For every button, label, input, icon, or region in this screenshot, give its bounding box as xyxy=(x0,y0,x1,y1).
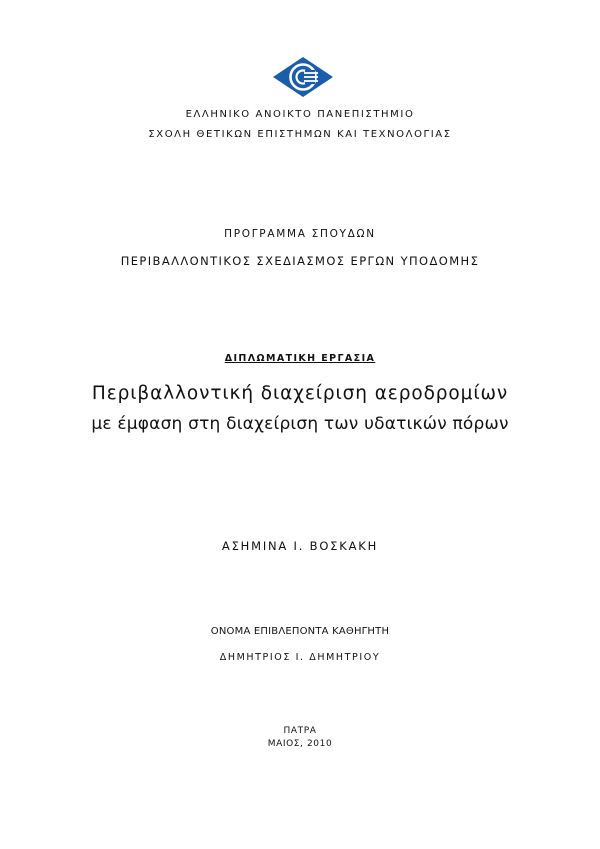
supervisor-label: ΟΝΟΜΑ ΕΠΙΒΛΕΠΟΝΤΑ ΚΑΘΗΓΗΤΗ xyxy=(210,626,390,637)
thesis-type xyxy=(0,353,600,364)
thesis-title-line1: Περιβαλλοντική διαχείριση αεροδρομίων xyxy=(91,383,509,404)
university-name: ΕΛΛΗΝΙΚΟ ΑΝΟΙΚΤΟ ΠΑΝΕΠΙΣΤΗΜΙΟ xyxy=(185,109,415,120)
program-name: ΠΕΡΙΒΑΛΛΟΝΤΙΚΟΣ ΣΧΕΔΙΑΣΜΟΣ ΕΡΓΩΝ ΥΠΟΔΟΜΗΣ xyxy=(120,254,480,268)
place: ΠΑΤΡΑ xyxy=(283,726,317,736)
thesis-type-text: ΔΙΠΛΩΜΑΤΙΚΗ ΕΡΓΑΣΙΑ xyxy=(224,353,376,364)
author-name: ΑΣΗΜΙΝΑ Ι. ΒΟΣΚΑΚΗ xyxy=(221,539,379,553)
thesis-title-line2: με έμφαση στη διαχείριση των υδατικών πόρων xyxy=(91,414,509,434)
supervisor-name: ΔΗΜΗΤΡΙΟΣ Ι. ΔΗΜΗΤΡΙΟΥ xyxy=(219,652,381,663)
school-name: ΣΧΟΛΗ ΘΕΤΙΚΩΝ ΕΠΙΣΤΗΜΩΝ ΚΑΙ ΤΕΧΝΟΛΟΓΙΑΣ xyxy=(148,129,452,140)
date: ΜΑΙΟΣ, 2010 xyxy=(267,739,333,749)
university-logo-icon xyxy=(272,56,334,98)
program-label: ΠΡΟΓΡΑΜΜΑ ΣΠΟΥΔΩΝ xyxy=(224,228,376,240)
